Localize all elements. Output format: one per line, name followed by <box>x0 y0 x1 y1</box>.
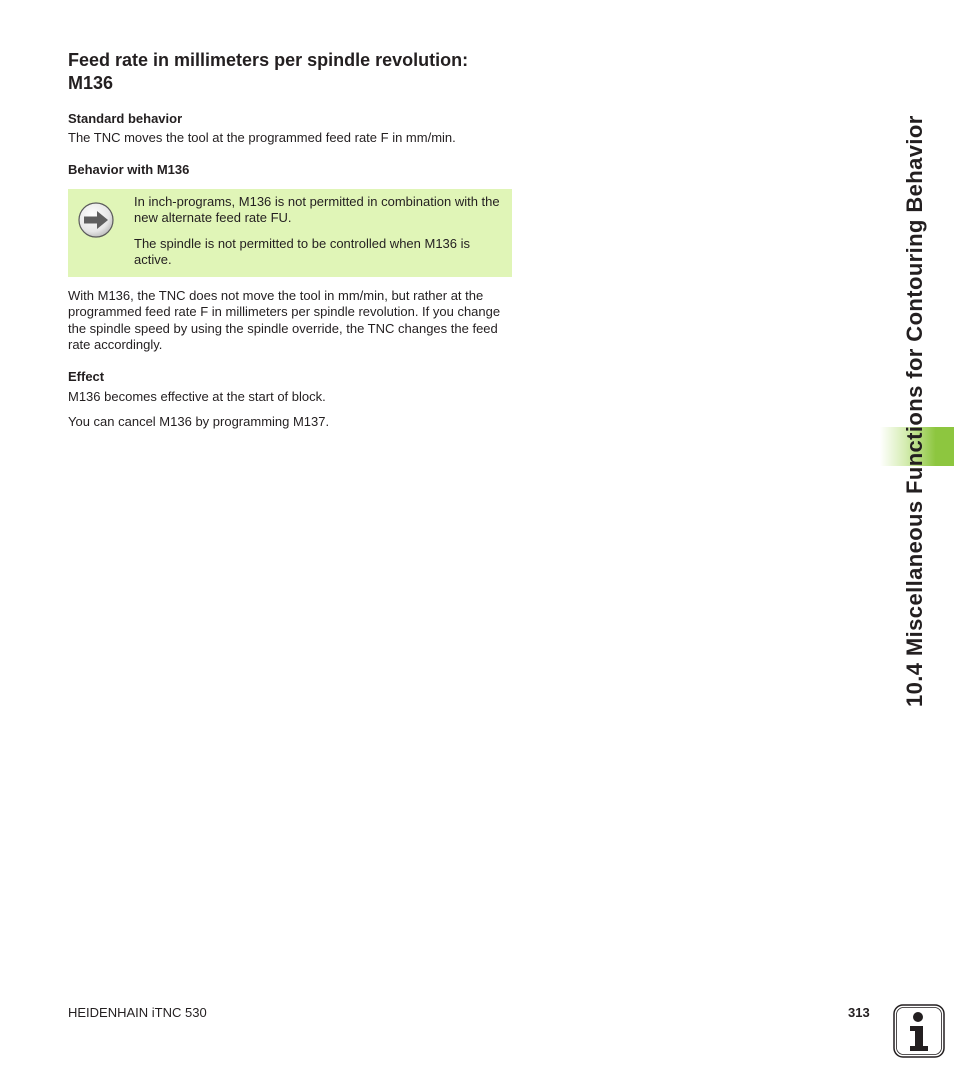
info-icon <box>893 1004 945 1058</box>
page-title-line1: Feed rate in millimeters per spindle revolution: <box>68 50 469 70</box>
footer-product-name: HEIDENHAIN iTNC 530 <box>68 1005 207 1020</box>
chapter-side-title: 10.4 Miscellaneous Functions for Contouring Behavior <box>902 115 927 707</box>
page-title-line2: M136 <box>68 73 114 93</box>
effect-text-cancel: You can cancel M136 by programming M137. <box>68 414 330 429</box>
note-text-inch-programs: In inch-programs, M136 is not permitted in combination with the new alternate feed rate FU. <box>134 194 500 226</box>
behavior-m136-text: With M136, the TNC does not move the tool in mm/min, but rather at the programmed feed rate F in millimeters per spindle revolution. If you change the spindle speed by using the spindle override, the TNC changes the feed rate accordingly. <box>68 288 501 352</box>
standard-behavior-text: The TNC moves the tool at the programmed feed rate F in mm/min. <box>68 130 456 145</box>
effect-text-start: M136 becomes effective at the start of block. <box>68 389 326 404</box>
behavior-m136-heading: Behavior with M136 <box>68 162 190 177</box>
page-number: 313 <box>848 1005 870 1020</box>
page-title <box>68 49 528 95</box>
standard-behavior-heading: Standard behavior <box>68 111 183 126</box>
arrow-right-icon <box>78 202 114 238</box>
effect-heading: Effect <box>68 369 105 384</box>
note-box <box>68 189 512 277</box>
note-text-spindle: The spindle is not permitted to be controlled when M136 is active. <box>134 236 471 268</box>
